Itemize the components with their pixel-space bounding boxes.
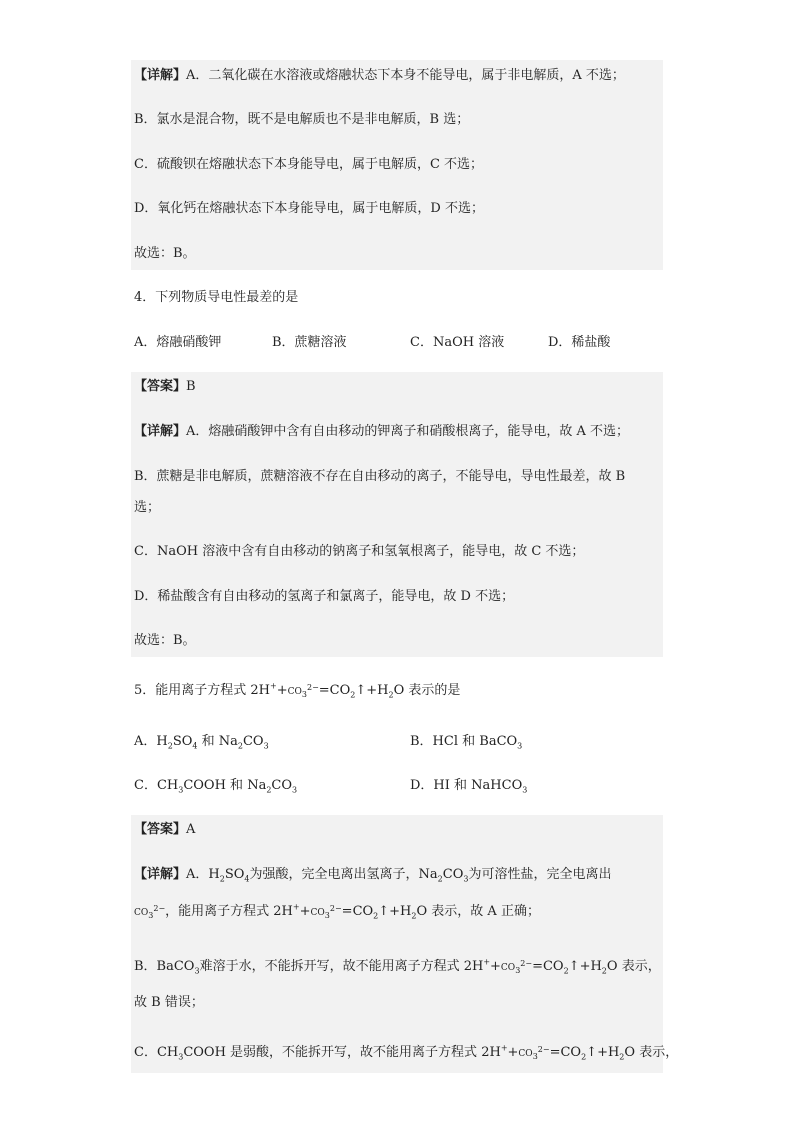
carbonate-ion: $CO_3^{2-}$: [287, 683, 319, 699]
answer-value: A: [186, 822, 196, 837]
explanation-block-3: [131, 815, 663, 1073]
question-4-stem: 4．下列物质导电性最差的是: [134, 290, 299, 305]
explanation-line: C．NaOH 溶液中含有自由移动的钠离子和氢氧根离子，能导电，故 C 不选；: [134, 544, 585, 559]
carbonate-ion: $CO_3^{2-}$: [500, 959, 533, 975]
explanation-tag: 【详解】: [134, 68, 187, 83]
carbonate-ion: $CO_3^{2-}$: [518, 1045, 550, 1061]
explanation-line: 选；: [134, 500, 161, 515]
answer-tag: 【答案】: [134, 822, 187, 837]
conclusion-line: 故选：B。: [134, 633, 196, 648]
explanation-line: C．硫酸钡在熔融状态下本身能导电，属于电解质，C 不选；: [134, 157, 484, 172]
q4-option-d: D．稀盐酸: [548, 335, 611, 350]
carbonate-ion: $CO_3^{2-}$: [134, 904, 166, 920]
explanation-line: D．氧化钙在熔融状态下本身能导电，属于电解质，D 不选；: [134, 201, 484, 216]
answer-line: [134, 821, 195, 839]
explanation-line: B．BaCO$_3$难溶于水，不能拆开写，故不能用离子方程式 $2H^++CO_3^{2-}=CO_2↑+H_2O$ 表示，: [134, 957, 661, 976]
q4-option-a: A．熔融硝酸钾: [134, 335, 222, 350]
q5-option-b: B．HCl 和 BaCO$_3$: [410, 734, 523, 751]
explanation-line: 故 B 错误；: [134, 995, 204, 1010]
explanation-line: C．$CH_3COOH$ 是弱酸，不能拆开写，故不能用离子方程式 $2H^++CO_3^{2-}=CO_2↑+H_2O$ 表示，: [134, 1043, 679, 1062]
explanation-line: B．蔗糖是非电解质，蔗糖溶液不存在自由移动的离子，不能导电，导电性最差，故 B: [134, 469, 626, 484]
explanation-line: 【详解】A．熔融硝酸钾中含有自由移动的钾离子和硝酸根离子，能导电，故 A 不选；: [134, 424, 630, 439]
q5-option-a: A．$H_2SO_4$ 和 $Na_2CO_3$: [134, 734, 269, 751]
explanation-line: D．稀盐酸含有自由移动的氢离子和氯离子，能导电，故 D 不选；: [134, 589, 515, 604]
question-5-stem: 5．能用离子方程式 $2H^++CO_3^{2-}=CO_2↑+H_2O$ 表示的是: [134, 681, 461, 700]
explanation-line: B．氯水是混合物，既不是电解质也不是非电解质，B 选；: [134, 112, 470, 127]
explanation-line: 【详解】A．二氧化碳在水溶液或熔融状态下本身不能导电，属于非电解质，A 不选；: [134, 68, 625, 83]
q4-option-c: C．NaOH 溶液: [410, 335, 505, 350]
q5-option-d: D．HI 和 NaHCO$_3$: [410, 778, 528, 795]
answer-line: [134, 378, 196, 396]
explanation-tag: 【详解】: [134, 867, 187, 882]
q5-option-c: C．$CH_3COOH$ 和 $Na_2CO_3$: [134, 778, 298, 795]
answer-tag: 【答案】: [134, 379, 187, 394]
explanation-line: 【详解】A．$H_2SO_4$为强酸，完全电离出氢离子，$Na_2CO_3$为可溶性盐，完全电离出: [134, 867, 612, 884]
answer-value: B: [186, 379, 196, 394]
explanation-line: $CO_3^{2-}$，能用离子方程式 $2H^++CO_3^{2-}=CO_2↑+H_2O$ 表示，故 A 正确；: [134, 902, 540, 921]
conclusion-line: 故选：B。: [134, 246, 196, 261]
explanation-block-2: [131, 372, 663, 657]
explanation-tag: 【详解】: [134, 424, 187, 439]
q4-option-b: B．蔗糖溶液: [272, 335, 347, 350]
carbonate-ion: $CO_3^{2-}$: [310, 904, 342, 920]
